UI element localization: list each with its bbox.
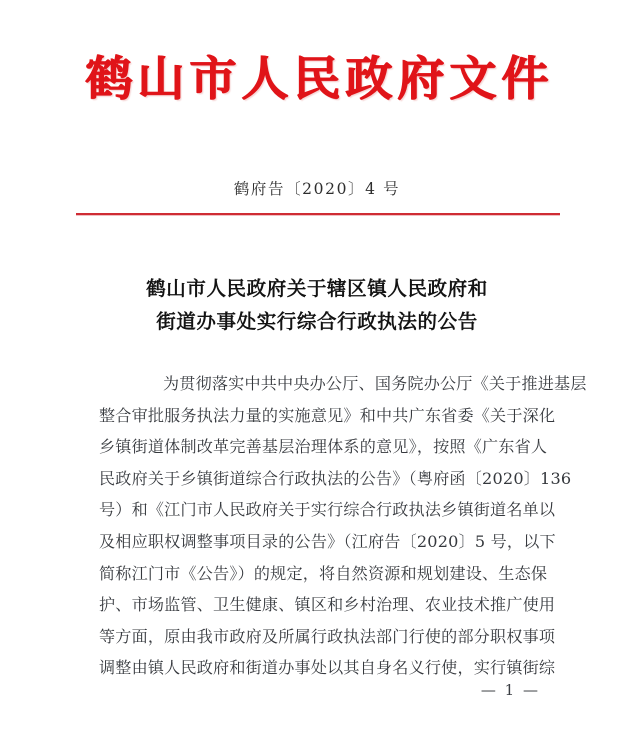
document-serial-number: 鹤府告〔2020〕4 号 xyxy=(233,180,401,198)
body-line-text: 乡镇街道体制改革完善基层治理体系的意见》，按照《广东省人 xyxy=(99,437,548,457)
body-paragraph-line xyxy=(99,463,572,495)
red-separator-rule xyxy=(76,213,560,215)
page-number: — 1 — xyxy=(480,681,540,699)
body-line-text: 为贯彻落实中共中央办公厅、国务院办公厅《关于推进基层 xyxy=(163,374,587,393)
body-line-text: 民政府关于乡镇街道综合行政执法的公告》（粤府函〔2020〕136 xyxy=(99,468,572,488)
body-line-text: 简称江门市《公告》）的规定，将自然资源和规划建设、生态保 xyxy=(99,563,548,583)
body-line-text: 护、市场监管、卫生健康、镇区和乡村治理、农业技术推广使用 xyxy=(99,595,556,615)
body-line-text: 整合审批服务执法力量的实施意见》和中共广东省委《关于深化 xyxy=(99,405,556,425)
body-paragraph-line xyxy=(99,621,556,653)
body-line-text: 调整由镇人民政府和街道办事处以其自身名义行使，实行镇街综 xyxy=(99,658,556,678)
document-body xyxy=(99,368,587,684)
body-paragraph-line xyxy=(99,589,556,621)
masthead-title: 鹤山市人民政府文件 xyxy=(85,52,554,107)
body-line-text: 号）和《江门市人民政府关于实行综合行政执法乡镇街道名单以 xyxy=(99,500,556,520)
body-line-text: 及相应职权调整事项目录的公告》（江府告〔2020〕5 号，以下 xyxy=(99,531,556,551)
masthead xyxy=(0,54,634,107)
body-paragraph-line xyxy=(99,494,556,526)
body-paragraph-line xyxy=(99,431,548,463)
body-paragraph-line xyxy=(99,558,548,590)
body-paragraph-line xyxy=(99,400,556,432)
body-paragraph-line xyxy=(99,368,587,400)
body-paragraph-line xyxy=(99,526,556,558)
document-headline xyxy=(0,272,634,338)
body-line-text: 等方面，原由我市政府及所属行政执法部门行使的部分职权事项 xyxy=(99,626,556,646)
body-paragraph-line xyxy=(99,652,556,684)
headline-line-1: 鹤山市人民政府关于辖区镇人民政府和 xyxy=(146,277,488,300)
headline-line-2: 街道办事处实行综合行政执法的公告 xyxy=(156,310,478,333)
